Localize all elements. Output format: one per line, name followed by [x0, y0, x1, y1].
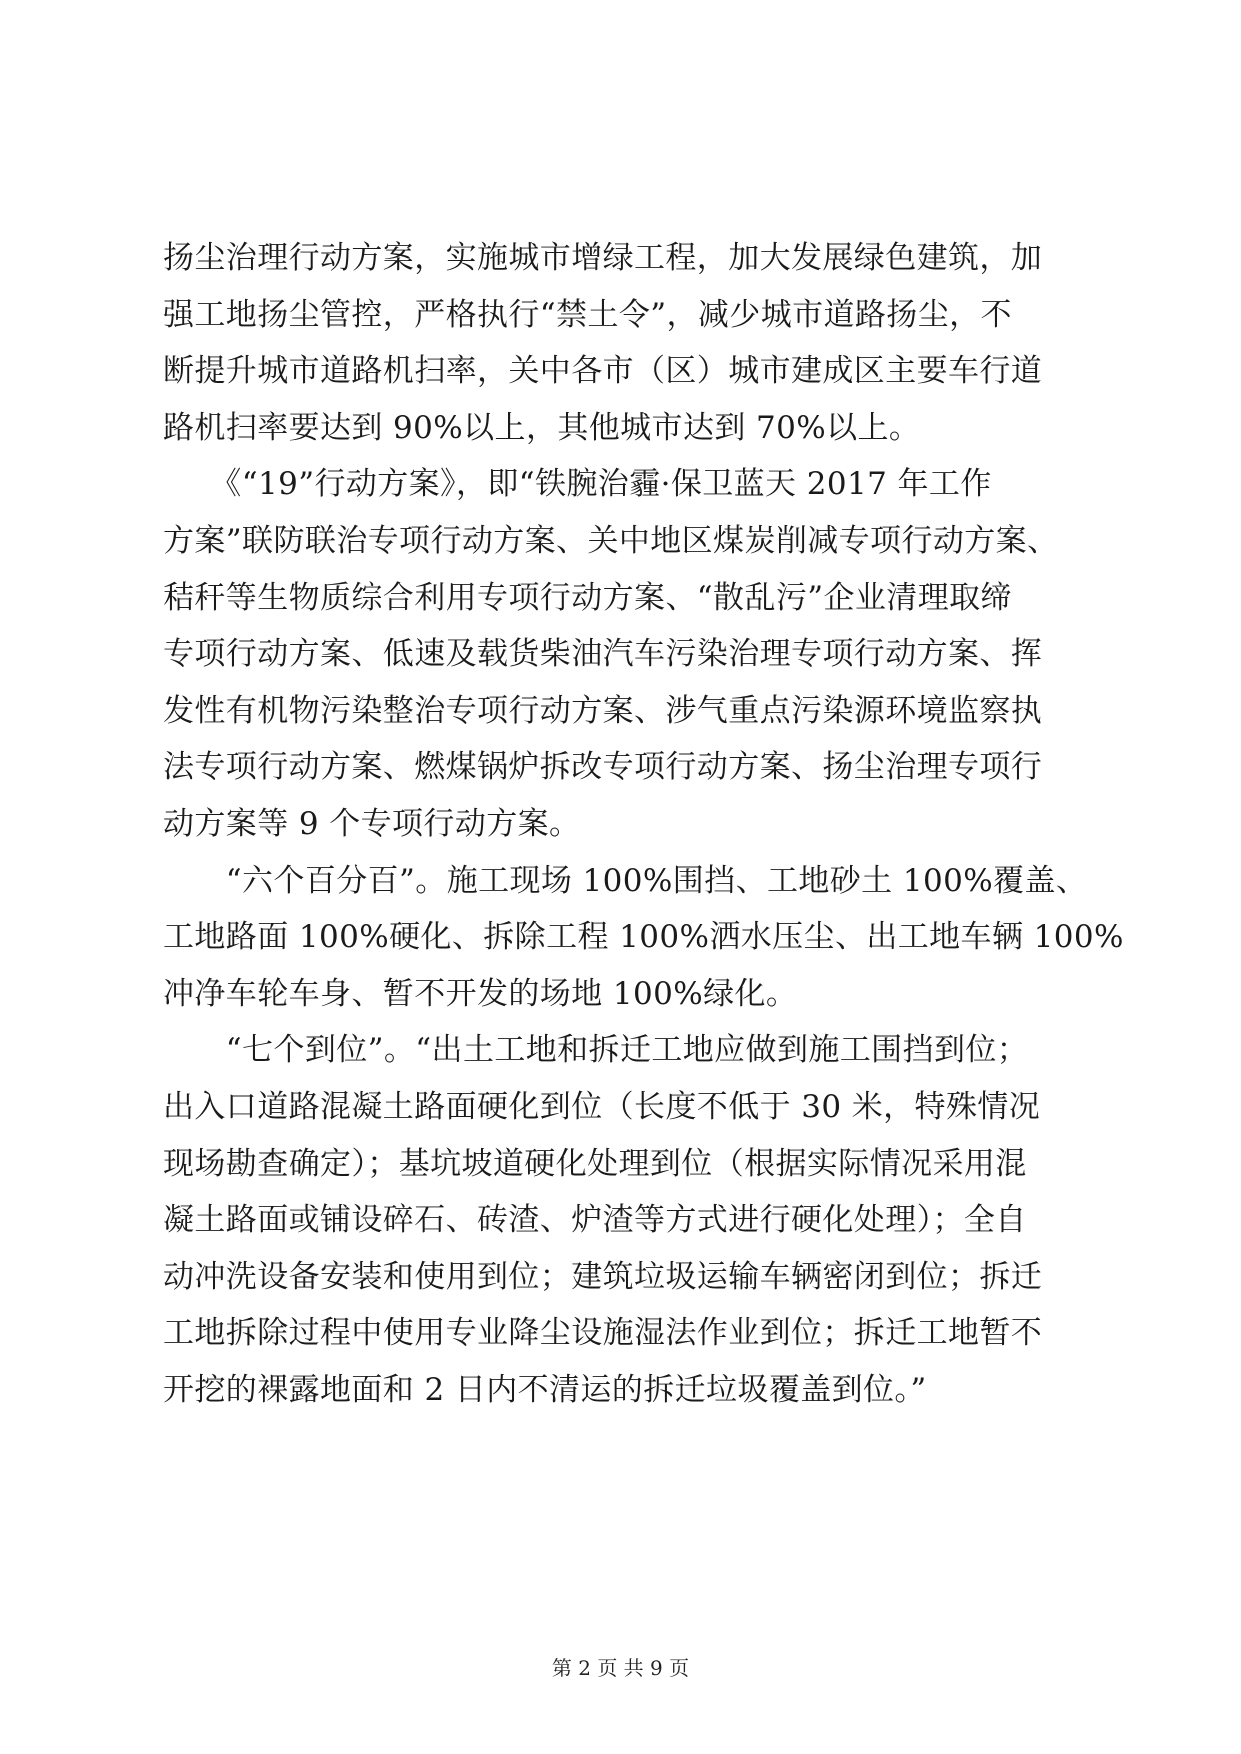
text-line: 强工地扬尘管控，严格执行“禁土令”，减少城市道路扬尘，不: [163, 296, 1012, 333]
text-line: “七个到位”。“出土工地和拆迁工地应做到施工围挡到位；: [163, 1032, 1029, 1069]
text-line: 专项行动方案、低速及载货柴油汽车污染治理专项行动方案、挥: [163, 636, 1043, 673]
text-line: 动方案等 9 个专项行动方案。: [163, 805, 581, 842]
page-number-footer: 第 2 页 共 9 页: [551, 1656, 690, 1680]
text-line: 扬尘治理行动方案，实施城市增绿工程，加大发展绿色建筑，加: [163, 240, 1043, 276]
text-line: 出入口道路混凝土路面硬化到位（长度不低于 30 米，特殊情况: [163, 1088, 1041, 1125]
text-line: 开挖的裸露地面和 2 日内不清运的拆迁垃圾覆盖到位。”: [163, 1371, 927, 1408]
text-line: “六个百分百”。施工现场 100%围挡、工地砂土 100%覆盖、: [163, 862, 1088, 899]
text-line: 法专项行动方案、燃煤锅炉拆改专项行动方案、扬尘治理专项行: [163, 749, 1043, 786]
text-line: 方案”联防联治专项行动方案、关中地区煤炭削减专项行动方案、: [163, 522, 1059, 559]
body-text: [163, 230, 1124, 1418]
text-line: 发性有机物污染整治专项行动方案、涉气重点污染源环境监察执: [163, 692, 1043, 729]
text-line: 断提升城市道路机扫率，关中各市（区）城市建成区主要车行道: [163, 353, 1043, 390]
text-line: 冲净车轮车身、暂不开发的场地 100%绿化。: [163, 975, 798, 1012]
text-line: 秸秆等生物质综合利用专项行动方案、“散乱污”企业清理取缔: [163, 579, 1012, 616]
text-line: 工地路面 100%硬化、拆除工程 100%洒水压尘、出工地车辆 100%: [163, 919, 1124, 956]
text-line: 《“19”行动方案》，即“铁腕治霾·保卫蓝天 2017 年工作: [163, 466, 992, 503]
text-line: 凝土路面或铺设碎石、砖渣、炉渣等方式进行硬化处理）；全自: [163, 1202, 1027, 1239]
text-line: 动冲洗设备安装和使用到位；建筑垃圾运输车辆密闭到位；拆迁: [163, 1258, 1043, 1295]
text-line: 路机扫率要达到 90%以上，其他城市达到 70%以上。: [163, 409, 921, 446]
text-line: 工地拆除过程中使用专业降尘设施湿法作业到位；拆迁工地暂不: [163, 1315, 1043, 1352]
text-line: 现场勘查确定）；基坑坡道硬化处理到位（根据实际情况采用混: [163, 1145, 1027, 1182]
